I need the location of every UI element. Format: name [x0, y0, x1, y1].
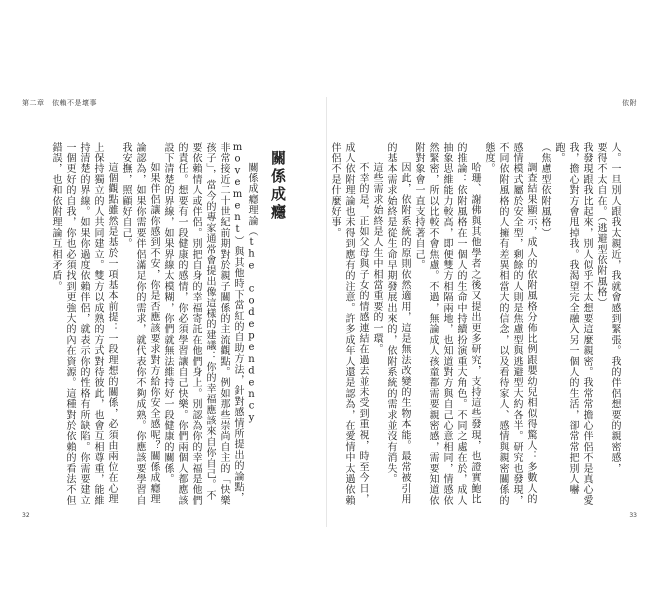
quote-line-1: 人。一旦別人跟我太親近，我就會感到緊張。我的伴侶想要的親密感， — [609, 142, 620, 474]
section-header: 依附 — [622, 99, 637, 107]
body-paragraph: 關係成癮理論（the codependency movement）與其他時下當紅的自助方法，針對感情所提出的論點，非常接近二十世紀前期對於親子關係的主流觀點。例如那些崇尚自主的「快樂孩子」，當今的專家通常會提出像這樣的建議：你的幸福應該來自你自己。不要依賴情人或伴侶。別把自身的幸福寄託在他們身上。別認為你的幸福是他們的責任。想要有一段健康的感情，你必須學習讓自己快樂。你們兩個人都應該設下清楚的界線，如果界線太模糊，你們就無法維持好一段健康的關係。 — [162, 142, 257, 506]
body-paragraph: 調查結果顯示，成人的依附風格分佈比例跟嬰幼兒相似得驚人：多數人的感情模式屬於安全型，剩餘的人則是焦慮型與逃避型大約各半。研究也發現，不同依附風格的人擁有差異相當大的信念，以及看待家人、感情與親密關係的態度。 — [483, 142, 536, 506]
body-paragraph: 這個觀點雖然是基於一項基本前提：一段理想的關係，必須由兩位在心理上保持獨立的人共同建立。雙方以成熟的方式對待彼此，也會互相尊重，能維持清楚的界線。如果你過度依賴伴侶，就表示你的性格有所缺陷。你需要建立一個更好的自我，你也必須找到更強大的內在資源。這種對於依賴的看法不但錯誤，也和依附理論互相矛盾。 — [50, 142, 117, 506]
left-page-text — [22, 142, 258, 507]
right-page-text — [329, 142, 621, 507]
body-paragraph: 因此，依附系統的原則依然適用，這是無法改變的生物本能。最常被引用的基本需求始終是從生命早期發展出來的，依附系統的需求並沒有消失。 — [385, 142, 410, 505]
body-paragraph: 哈珊、謝佛與其他學者之後又提出更多研究，支持這些發現，也證實鮑比的推論：依附風格在一個人的生命中持續扮演重大角色。不同之處在於，成人抽象思維能力較高，即便雙方相隔兩地，也知道對方與自己心意相同，情感依然緊密，所以比較不會焦慮。不過，無論成人孩童都需要親密感，需要知道依附對象會一直支持著自己。 — [413, 142, 480, 506]
quote-line-4: 我，擔心對方會甩掉我。我渴望完全融入另一個人的生活，卻常常把別人嚇跑。 — [553, 142, 578, 496]
quote-line-2: 要得不太自在。（逃避型依附風格） — [595, 142, 606, 309]
body-paragraph: 如果伴侶讓你感到不安，你是否應該要求對方給你安全感呢？關係成癮理論認為，如果你需要伴侶滿足你的需求，就代表你不夠成熟。你應該要學習自我安撫，照顧好自己。 — [120, 142, 159, 506]
page-number-left: 32 — [22, 512, 30, 519]
chapter-header: 第二章 依賴不是壞事 — [22, 99, 97, 107]
quote-line-5: （焦慮型依附風格） — [539, 142, 550, 239]
page-number-right: 33 — [629, 512, 637, 519]
body-paragraph: 這些需求始終是人生中相當重要的一環。 — [371, 162, 382, 355]
section-heading: 關係成癮 — [269, 150, 287, 222]
body-paragraph: 不幸的是，正如父母與子女的情感連結在過去並未受到重視，時至今日，成人依附理論也未得到應有的注意。許多成年人還是認為，在愛情中太過依賴伴侶不是什麼好事。 — [329, 142, 368, 506]
quote-line-3: 我發現跟我比起來，別人似乎不太想要這麼親密。我常常擔心伴侶不是真心愛 — [581, 142, 592, 506]
